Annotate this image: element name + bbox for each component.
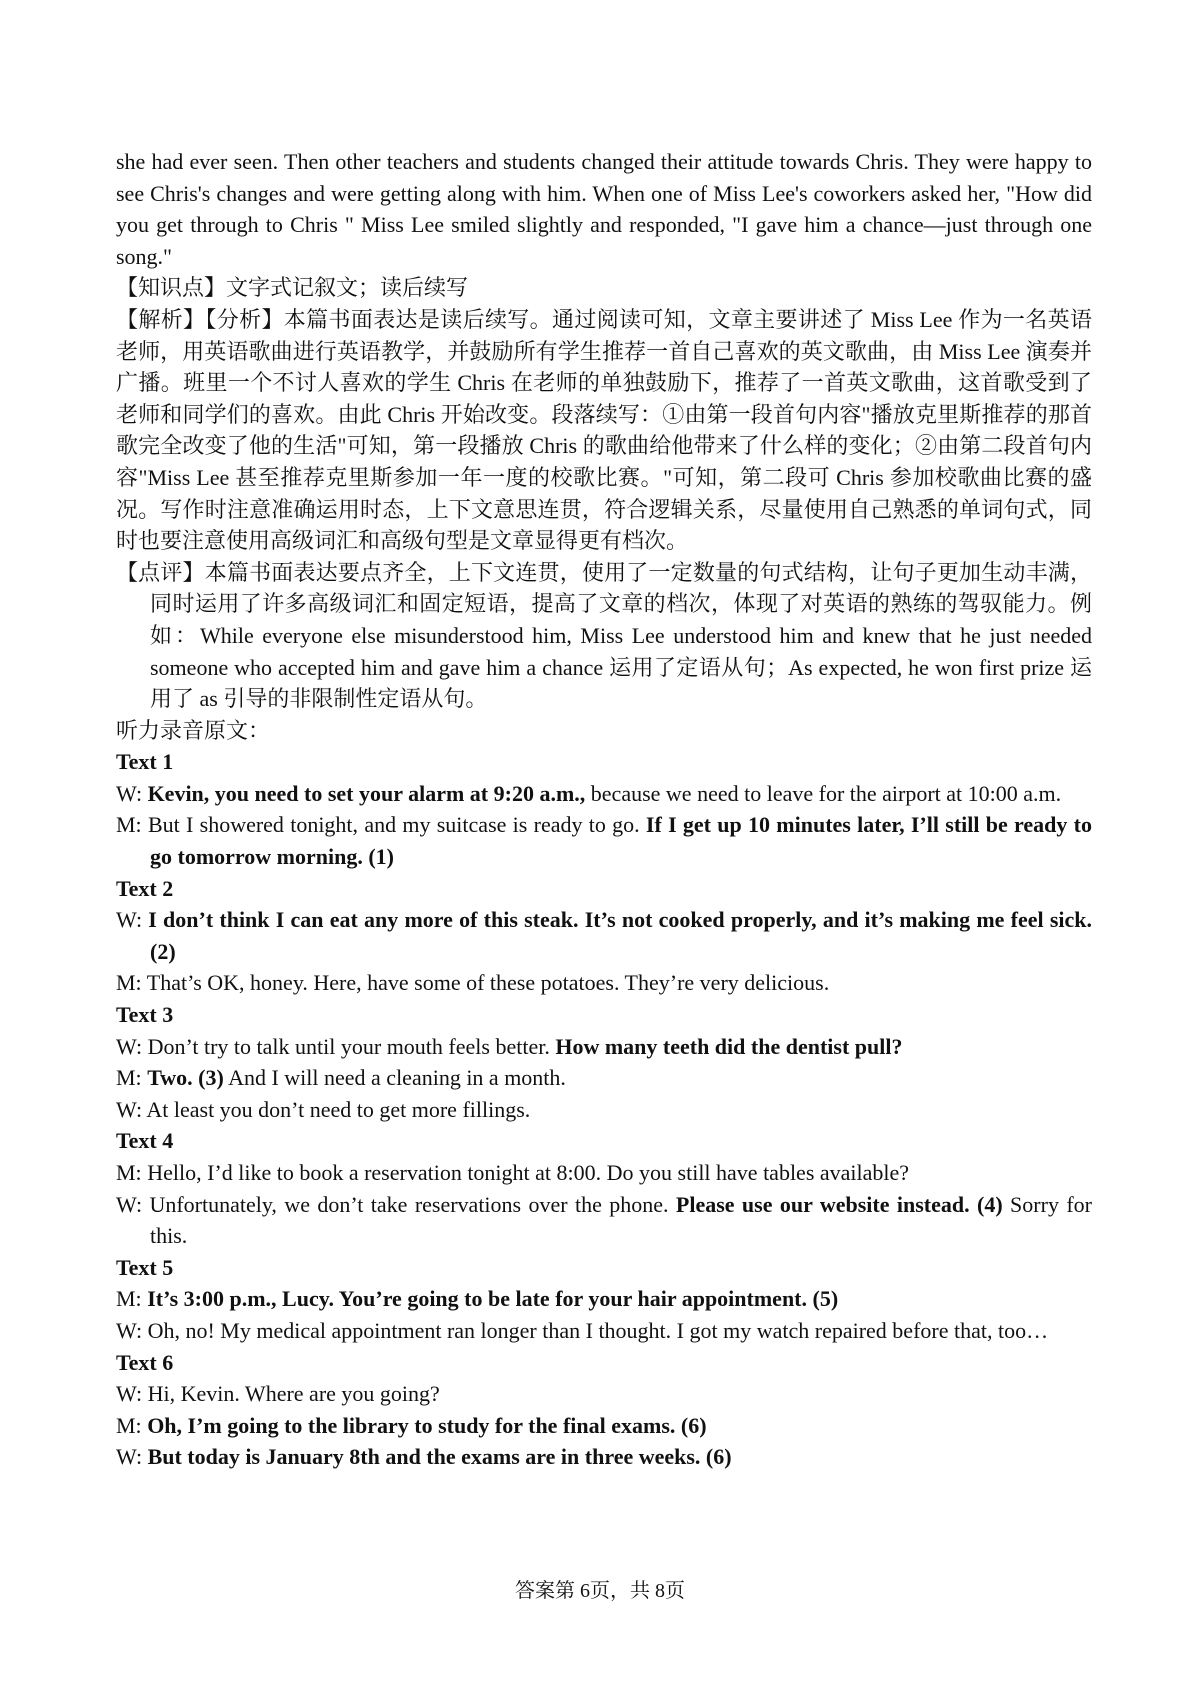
answer-key-text: Oh, I’m going to the library to study for the final exams. (6) (147, 1412, 707, 1438)
speaker-label: M: (116, 1286, 142, 1312)
dialogue-line (116, 1062, 1092, 1094)
dialogue-line (116, 1410, 1092, 1442)
dialogue-line (116, 1189, 1092, 1252)
dialogue-line (116, 1315, 1092, 1347)
answer-key-text: Two. (3) (147, 1065, 224, 1091)
text-heading: Text 4 (116, 1128, 174, 1154)
dialogue-text: Sorry for this. (150, 1191, 1092, 1249)
answer-key-text: How many teeth did the dentist pull? (555, 1033, 903, 1059)
speaker-label: W: (116, 1096, 143, 1122)
dialogue-text: because we need to leave for the airport at 10:00 a.m. (585, 780, 1062, 806)
speaker-label: M: (116, 1065, 142, 1091)
answer-key-text: I don’t think I can eat any more of this steak. It’s not cooked properly, and it’s making me feel sick. (2) (148, 907, 1092, 964)
dialogue-line (116, 1031, 1092, 1063)
knowledge-point: 【知识点】文字式记叙文；读后续写 (116, 275, 469, 301)
text-heading: Text 6 (116, 1349, 174, 1375)
dialogue-text: Hi, Kevin. Where are you going? (147, 1381, 440, 1407)
answer-key-text: Kevin, you need to set your alarm at 9:20 a.m., (147, 780, 586, 806)
speaker-label: W: (116, 780, 143, 806)
story-ending-paragraph: she had ever seen. Then other teachers and students changed their attitude towards Chris. They were happy to see Chris's changes and were getting along with him. When one of Miss Lee's coworkers asked her, "How did you get through to Chris " Miss Lee smiled slightly and responded, "I gave him a chance—just through one song." (116, 149, 1092, 269)
speaker-label: W: (116, 1191, 143, 1217)
dialogue-text: Unfortunately, we don’t take reservations over the phone. (149, 1191, 676, 1217)
speaker-label: M: (116, 970, 142, 996)
answer-key-text: But today is January 8th and the exams are in three weeks. (6) (147, 1444, 732, 1470)
dialogue-text: Hello, I’d like to book a reservation tonight at 8:00. Do you still have tables available? (147, 1160, 910, 1185)
dialogue-line (116, 967, 1092, 999)
page-footer: 答案第 6页，共 8页 (515, 1580, 685, 1602)
transcript-title: 听力录音原文： (116, 717, 271, 743)
dialogue-line (116, 1378, 1092, 1410)
text-heading: Text 5 (116, 1254, 174, 1280)
speaker-label: M: (116, 1160, 142, 1185)
dialogue-line (116, 1094, 1092, 1126)
dialogue-text: But I showered tonight, and my suitcase is ready to go. (147, 812, 646, 838)
dialogue-line (116, 1157, 1092, 1189)
dialogue-line (116, 1441, 1092, 1473)
speaker-label: W: (116, 1381, 143, 1407)
speaker-label: M: (116, 1412, 142, 1438)
dialogue-line (116, 809, 1092, 872)
dialogue-line (116, 904, 1092, 967)
document-page (116, 146, 1092, 1473)
speaker-label: W: (116, 1444, 143, 1470)
dialogue-text: And I will need a cleaning in a month. (223, 1065, 566, 1091)
text-heading: Text 3 (116, 1002, 174, 1028)
speaker-label: W: (116, 1317, 143, 1343)
text-heading: Text 1 (116, 749, 174, 775)
answer-key-text: Please use our website instead. (4) (675, 1191, 1003, 1217)
listening-transcript (116, 746, 1092, 1473)
dialogue-line (116, 778, 1092, 810)
analysis-paragraph: 【解析】【分析】本篇书面表达是读后续写。通过阅读可知，文章主要讲述了 Miss Lee 作为一名英语老师，用英语歌曲进行英语教学，并鼓励所有学生推荐一首自己喜欢的英文歌曲，由 Miss Lee 演奏并广播。班里一个不讨人喜欢的学生 Chris 在老师的单独鼓励下，推荐了一首英文歌曲，这首歌受到了老师和同学们的喜欢。由此 Chris 开始改变。段落续写：①由第一段首句内容"播放克里斯推荐的那首歌完全改变了他的生活"可知，第一段播放 Chris 的歌曲给他带来了什么样的变化；②由第二段首句内容"Miss Lee 甚至推荐克里斯参加一年一度的校歌比赛。"可知，第二段可 Chris 参加校歌曲比赛的盛况。写作时注意准确运用时态，上下文意思连贯，符合逻辑关系，尽量使用自己熟悉的单词句式，同时也要注意使用高级词汇和高级句型是文章显得更有档次。 (116, 306, 1092, 554)
answer-key-text: If I get up 10 minutes later, I’ll still be ready to go tomorrow morning. (1) (150, 812, 1092, 870)
dialogue-text: That’s OK, honey. Here, have some of these potatoes. They’re very delicious. (146, 970, 830, 996)
answer-key-text: It’s 3:00 p.m., Lucy. You’re going to be late for your hair appointment. (5) (147, 1286, 839, 1312)
dialogue-text: At least you don’t need to get more fillings. (146, 1096, 531, 1122)
speaker-label: W: (116, 1033, 143, 1059)
comment-paragraph: 【点评】本篇书面表达要点齐全，上下文连贯，使用了一定数量的句式结构，让句子更加生动丰满，同时运用了许多高级词汇和固定短语，提高了文章的档次，体现了对英语的熟练的驾驭能力。例如：While everyone else misunderstood him, Miss Lee understood him and knew that he just needed someone who accepted him and gave him a chance 运用了定语从句；As expected, he won first prize 运用了 as 引导的非限制性定语从句。 (116, 559, 1092, 712)
speaker-label: M: (116, 812, 142, 838)
dialogue-text: Oh, no! My medical appointment ran longer than I thought. I got my watch repaired before that, too… (147, 1317, 1049, 1343)
dialogue-text: Don’t try to talk until your mouth feels better. (147, 1033, 556, 1059)
speaker-label: W: (116, 907, 143, 933)
dialogue-line (116, 1283, 1092, 1315)
text-heading: Text 2 (116, 875, 174, 901)
